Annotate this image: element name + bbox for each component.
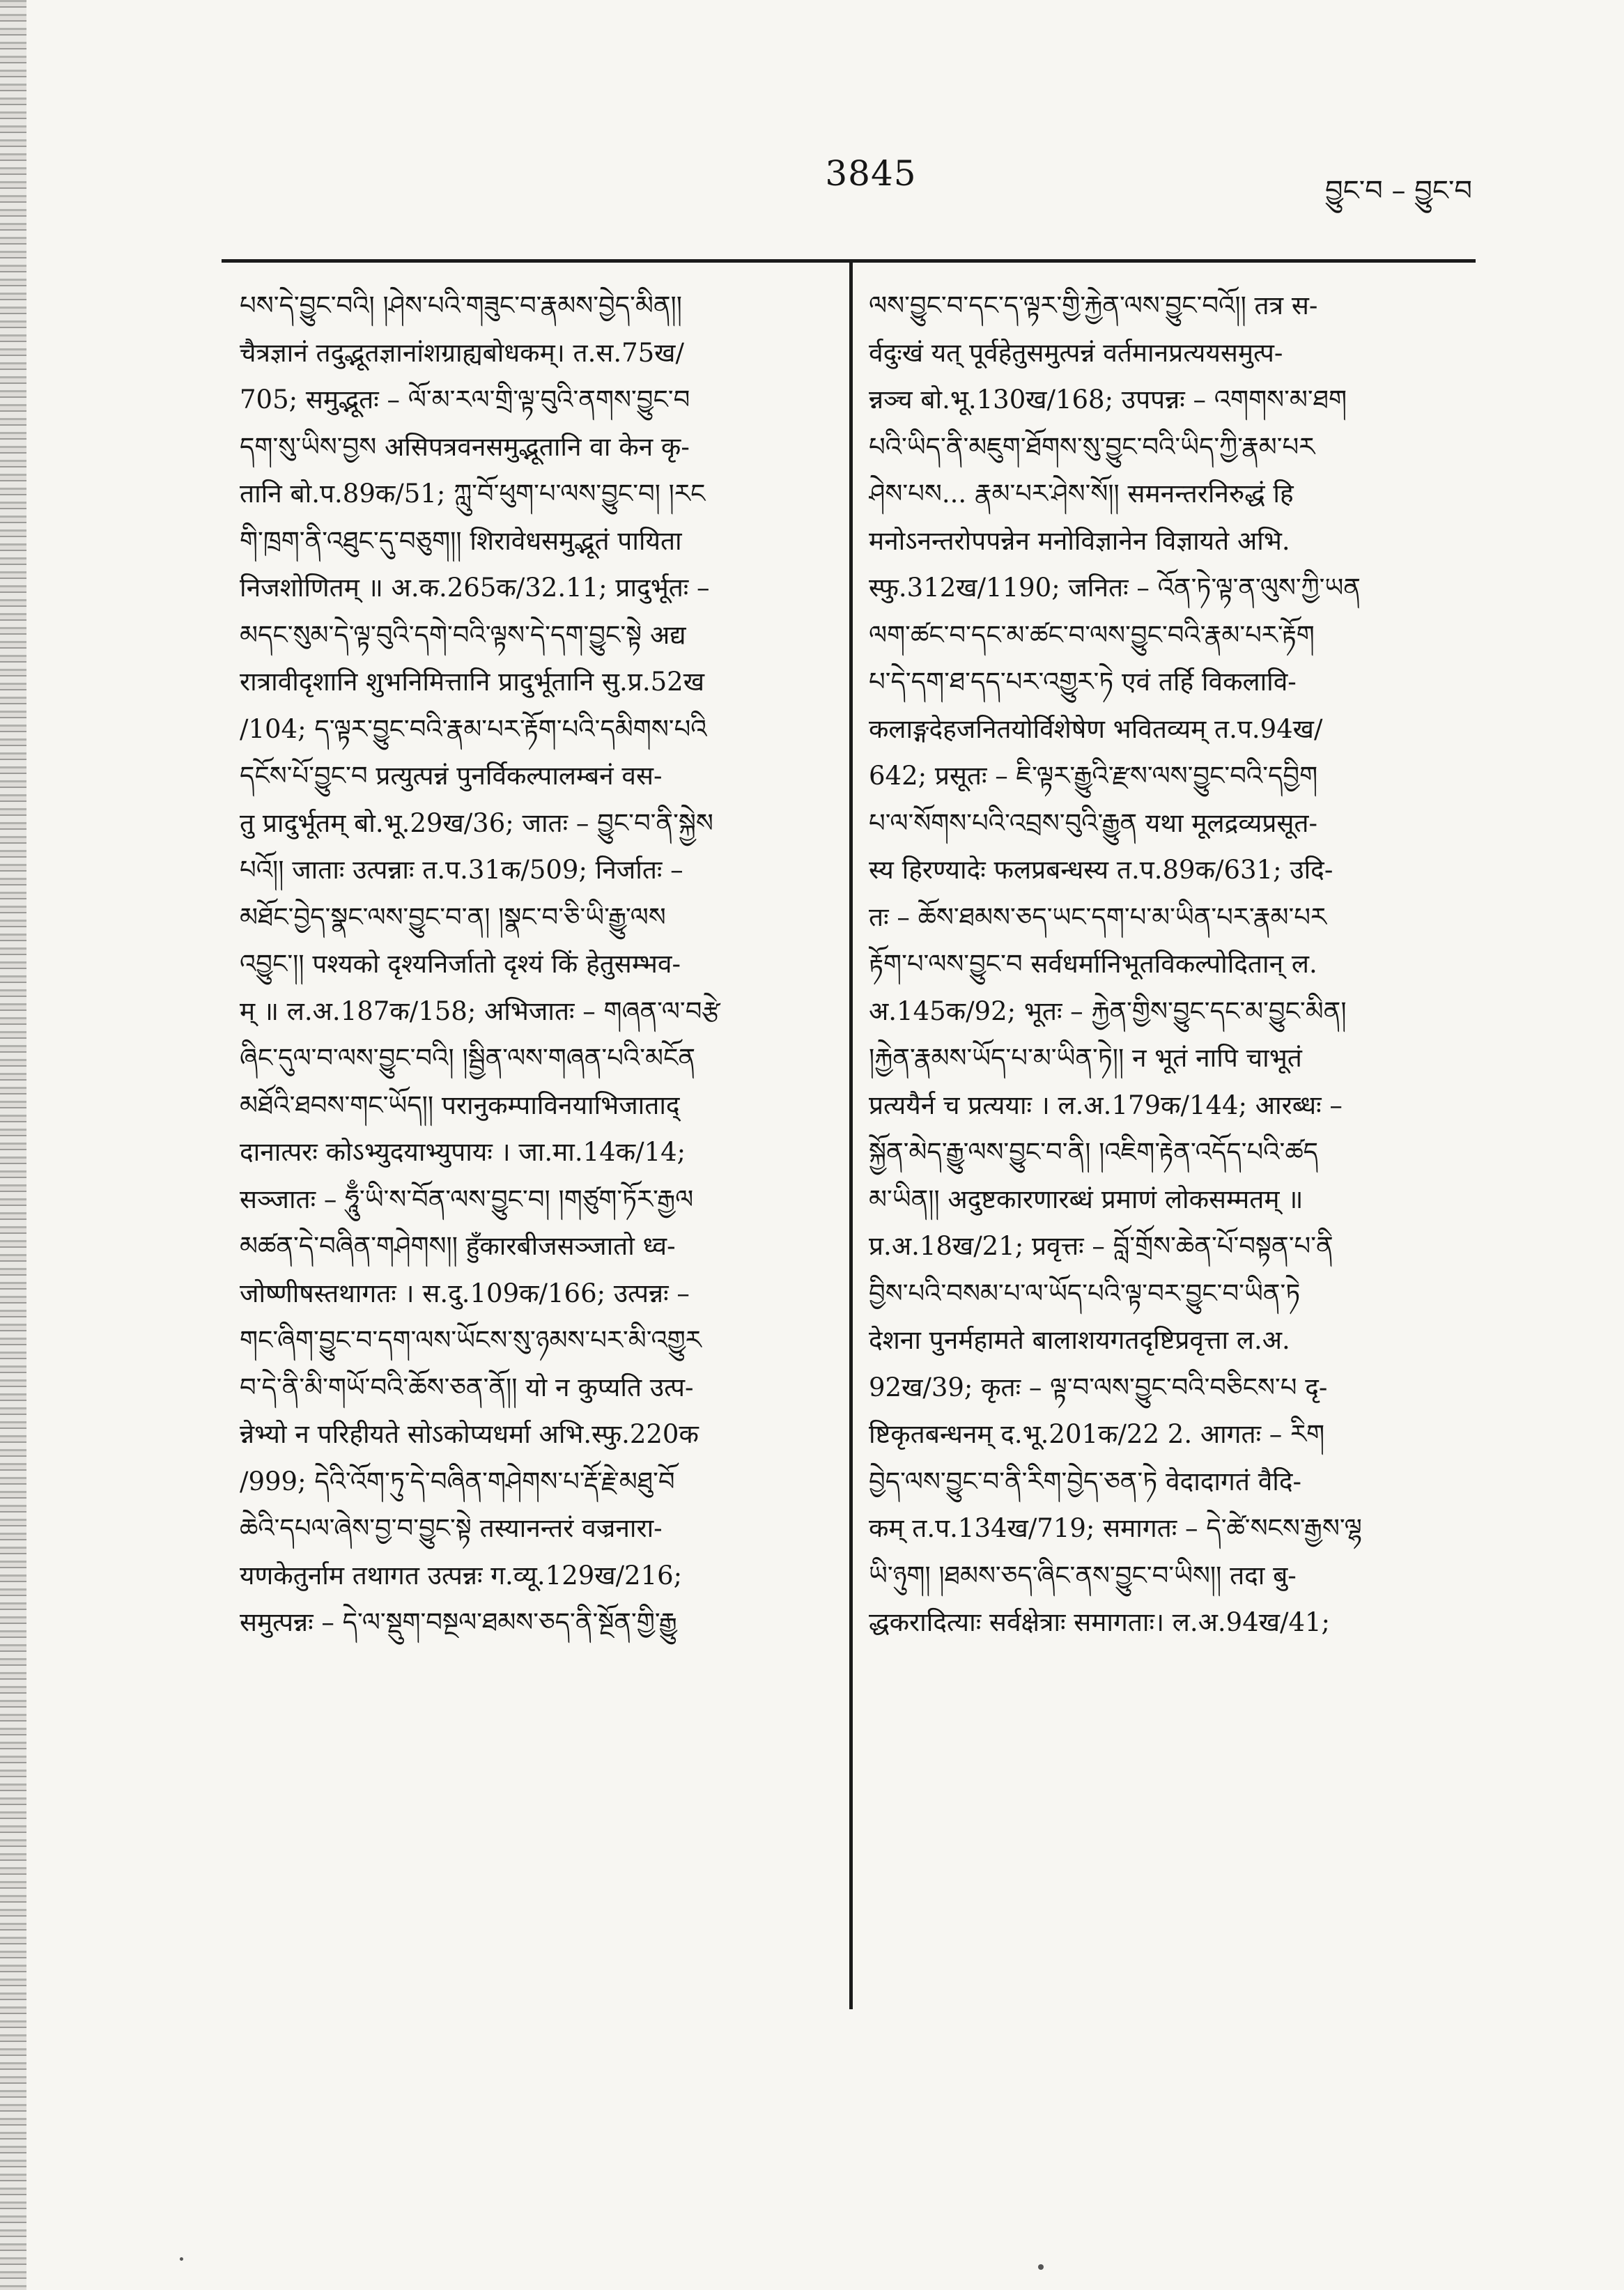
text-line: འབྱུང་།། पश्यको दृश्यनिर्जातो दृश्यं किं हेतुसम्भव-: [240, 949, 681, 979]
text-line: དག་སུ་ཡིས་བྱས असिपत्रवनसमुद्भूतानि वा केन कृ-: [240, 431, 690, 462]
text-line: तु प्रादुर्भूतम् बो.भू.29ख/36; जातः – བྱུང་བ་ནི་སྐྱེས: [240, 807, 713, 838]
text-line: प्रत्ययैर्न च प्रत्ययाः । ल.अ.179क/144; आरब्धः –: [869, 1090, 1343, 1120]
text-line: र्वदुःखं यत् पूर्वहेतुसमुत्पन्नं वर्तमानप्रत्ययसमुत्प-: [869, 337, 1283, 368]
text-line: ཞིང་དུལ་བ་ལས་བྱུང་བའི། །སྦྱིན་ལས་གཞན་པའི་མངོན: [240, 1043, 696, 1073]
text-line: པས་དེ་བྱུང་བའི། །ཤེས་པའི་གཟུང་བ་རྣམས་བྱེད་མིན།།: [240, 291, 682, 320]
text-line: བྱིས་པའི་བསམ་པ་ལ་ཡོད་པའི་ལྟ་བར་བྱུང་བ་ཡིན་ཏེ: [869, 1278, 1301, 1308]
text-line: བྱེད་ལས་བྱུང་བ་ནི་རིག་བྱེད་ཅན་ཏེ वेदादागतं वैदि-: [869, 1466, 1301, 1496]
text-line: तः – ཆོས་ཐམས་ཅད་ཡང་དག་པ་མ་ཡིན་པར་རྣམ་པར: [869, 902, 1327, 932]
text-line: མདང་སུམ་དེ་ལྟ་བུའི་དགེ་བའི་ལྟས་དེ་དག་བྱུང་སྟེ अद्य: [240, 619, 686, 650]
text-line: /999; དེའི་འོག་ཏུ་དེ་བཞིན་གཤེགས་པ་རྡོ་རྗེ་མཐུ་བོ: [240, 1466, 675, 1496]
text-line: པ་ལ་སོགས་པའི་འབྲས་བུའི་རྒྱུན यथा मूलद्रव्यप्रसूत-: [869, 807, 1318, 838]
text-line: ལག་ཚང་བ་དང་མ་ཚང་བ་ལས་བྱུང་བའི་རྣམ་པར་རྟོག: [869, 619, 1315, 650]
text-line: चैत्रज्ञानं तदुद्भूतज्ञानांशग्राह्यबोधकम्। त.स.75ख/: [240, 337, 684, 368]
text-line: समुत्पन्नः – དེ་ལ་སྡུག་བསྔལ་ཐམས་ཅད་ནི་སྔོན་གྱི་རྒྱུ: [240, 1607, 677, 1637]
page-number: 3845: [825, 153, 917, 194]
text-line: जोष्णीषस्तथागतः । स.दु.109क/166; उत्पन्नः –: [240, 1278, 690, 1308]
text-line: सञ्जातः – ཧཱུྃ་ཡི་ས་བོན་ལས་བྱུང་བ། །གཙུག་ཏོར་རྒྱལ: [240, 1184, 694, 1214]
text-line: ལས་བྱུང་བ་དང་ད་ལྟར་གྱི་རྐྱེན་ལས་བྱུང་བའོ།། तत्र स-: [869, 291, 1318, 320]
text-line: तानि बो.प.89क/51; ཀླུ་བོ་ཕུག་པ་ལས་བྱུང་བ། །རང: [240, 479, 706, 509]
left-column: [240, 282, 833, 1646]
text-line: པ་དེ་དག་ཐ་དད་པར་འགྱུར་ཏེ एवं तर्हि विकलावि-: [869, 667, 1297, 697]
text-line: देशना पुनर्महामते बालाशयगतदृष्टिप्रवृत्ता ल.अ.: [869, 1325, 1290, 1355]
text-line: 642; प्रसूतः – ཇི་ལྟར་རྒྱུའི་རྫས་ལས་བྱུང་བའི་དབྱིག: [869, 761, 1318, 791]
text-line: अ.145क/92; भूतः – རྐྱེན་གྱིས་བྱུང་དང་མ་བྱུང་མིན།: [869, 996, 1347, 1026]
text-line: कलाङ्गदेहजनितयोर्विशेषेण भवितव्यम् त.प.94ख/: [869, 713, 1323, 744]
header-rule: [222, 259, 1476, 263]
text-line: དངོས་པོ་བྱུང་བ प्रत्युत्पन्नं पुनर्विकल्पालम्बनं वस-: [240, 761, 663, 791]
text-line: रात्रावीदृशानि शुभनिमित्तानि प्रादुर्भूतानि सु.प्र.52ख: [240, 667, 704, 697]
text-line: स्य हिरण्यादेः फलप्रबन्धस्य त.प.89क/631; उदि-: [869, 855, 1333, 885]
text-line: བ་དེ་ནི་མི་གཡོ་བའི་ཆོས་ཅན་ནོ།། यो न कुप्यति उत्प-: [240, 1372, 694, 1402]
column-divider: [849, 261, 853, 2009]
text-line: ཤེས་པས... རྣམ་པར་ཤེས་སོ།། समनन्तरनिरुद्धं हि: [869, 479, 1294, 509]
text-line: རྟོག་པ་ལས་བྱུང་བ सर्वधर्मानिभूतविकल्पोदितान् ल.: [869, 949, 1317, 979]
text-line: སྐྱོན་མེད་རྒྱུ་ལས་བྱུང་བ་ནི། །འཇིག་རྟེན་འདོད་པའི་ཚད: [869, 1137, 1319, 1167]
text-line: །རྐྱེན་རྣམས་ཡོད་པ་མ་ཡིན་ཏེ།། न भूतं नापि चाभूतं: [869, 1043, 1302, 1073]
text-line: न्नञ्च बो.भू.130ख/168; उपपन्नः – འགགས་མ་ཐག: [869, 385, 1347, 415]
text-line: གང་ཞིག་བྱུང་བ་དག་ལས་ཡོངས་སུ་ཉམས་པར་མི་འགྱུར: [240, 1325, 702, 1355]
text-line: /104; ད་ལྟར་བྱུང་བའི་རྣམ་པར་རྟོག་པའི་དམིགས་པའི: [240, 713, 707, 744]
book-binding-edge: [0, 0, 26, 2290]
text-line: निजशोणितम् ॥ अ.क.265क/32.11; प्रादुर्भूतः –: [240, 573, 710, 603]
text-line: 92ख/39; कृतः – ལྟ་བ་ལས་བྱུང་བའི་བཅིངས་པ दृ-: [869, 1372, 1328, 1402]
right-column: [869, 282, 1475, 1646]
text-line: प्र.अ.18ख/21; प्रवृत्तः – བློ་གྲོས་ཆེན་པོ་བསྟན་པ་ནི: [869, 1231, 1333, 1261]
scan-speck: [180, 2257, 183, 2261]
text-line: མ་ཡིན།། अदुष्टकारणारब्धं प्रमाणं लोकसम्मतम् ॥: [869, 1184, 1304, 1214]
running-head: བྱུང་བ – བྱུང་བ: [1325, 175, 1472, 207]
text-line: म् ॥ ल.अ.187क/158; अभिजातः – གཞན་ལ་བརྩེ: [240, 996, 720, 1026]
text-line: यणकेतुर्नाम तथागत उत्पन्नः ग.व्यू.129ख/216;: [240, 1560, 683, 1591]
text-line: दानात्परः कोऽभ्युदयाभ्युपायः । जा.मा.14क/14;: [240, 1137, 686, 1167]
text-line: ष्टिकृतबन्धनम् द.भू.201क/22 2. आगतः – རིག: [869, 1419, 1325, 1449]
text-line: ཆེའི་དཔལ་ཞེས་བྱ་བ་བྱུང་སྟེ तस्यानन्तरं वज्रनारा-: [240, 1513, 663, 1543]
text-line: कम् त.प.134ख/719; समागतः – དེ་ཚེ་སངས་རྒྱས་ལྷ: [869, 1513, 1362, 1543]
text-line: མཚན་དེ་བཞིན་གཤེགས།། हुँकारबीजसञ्जातो ध्व-: [240, 1231, 676, 1261]
text-line: न्नेभ्यो न परिहीयते सोऽकोप्यधर्मा अभि.स्फु.220क: [240, 1419, 699, 1449]
text-line: द्धकरादित्याः सर्वक्षेत्राः समागताः। ल.अ.94ख/41;: [869, 1607, 1331, 1637]
text-line: མཐོང་བྱེད་སྣང་ལས་བྱུང་བ་ན། །སྣང་བ་ཅི་ཡི་རྒྱུ་ལས: [240, 902, 666, 932]
text-line: པའི་ཡིད་ནི་མཇུག་ཐོགས་སུ་བྱུང་བའི་ཡིད་ཀྱི་རྣམ་པར: [869, 431, 1315, 462]
text-line: གི་ཁྲག་ནི་འཐུང་དུ་བཅུག།། शिरावेधसमुद्भूतं पायिता: [240, 525, 682, 556]
text-line: मनोऽनन्तरोपपन्नेन मनोविज्ञानेन विज्ञायते अभि.: [869, 525, 1290, 556]
text-line: མཐོའི་ཐབས་གང་ཡོད།། परानुकम्पाविनयाभिजाताद्: [240, 1090, 680, 1120]
text-line: 705; समुद्भूतः – ལོ་མ་རལ་གྲི་ལྟ་བུའི་ནགས་བྱུང་བ: [240, 385, 690, 415]
text-line: ཡི་ཉུག། །ཐམས་ཅད་ཞིང་ནས་བྱུང་བ་ཡིས།། तदा बु-: [869, 1560, 1297, 1591]
text-line: स्फु.312ख/1190; जनितः – འོན་ཏེ་ལྟ་ན་ལུས་ཀྱི་ཡན: [869, 573, 1361, 603]
text-line: པའོ།། जाताः उत्पन्नाः त.प.31क/509; निर्जातः –: [240, 855, 683, 885]
scan-speck: [1038, 2264, 1044, 2270]
